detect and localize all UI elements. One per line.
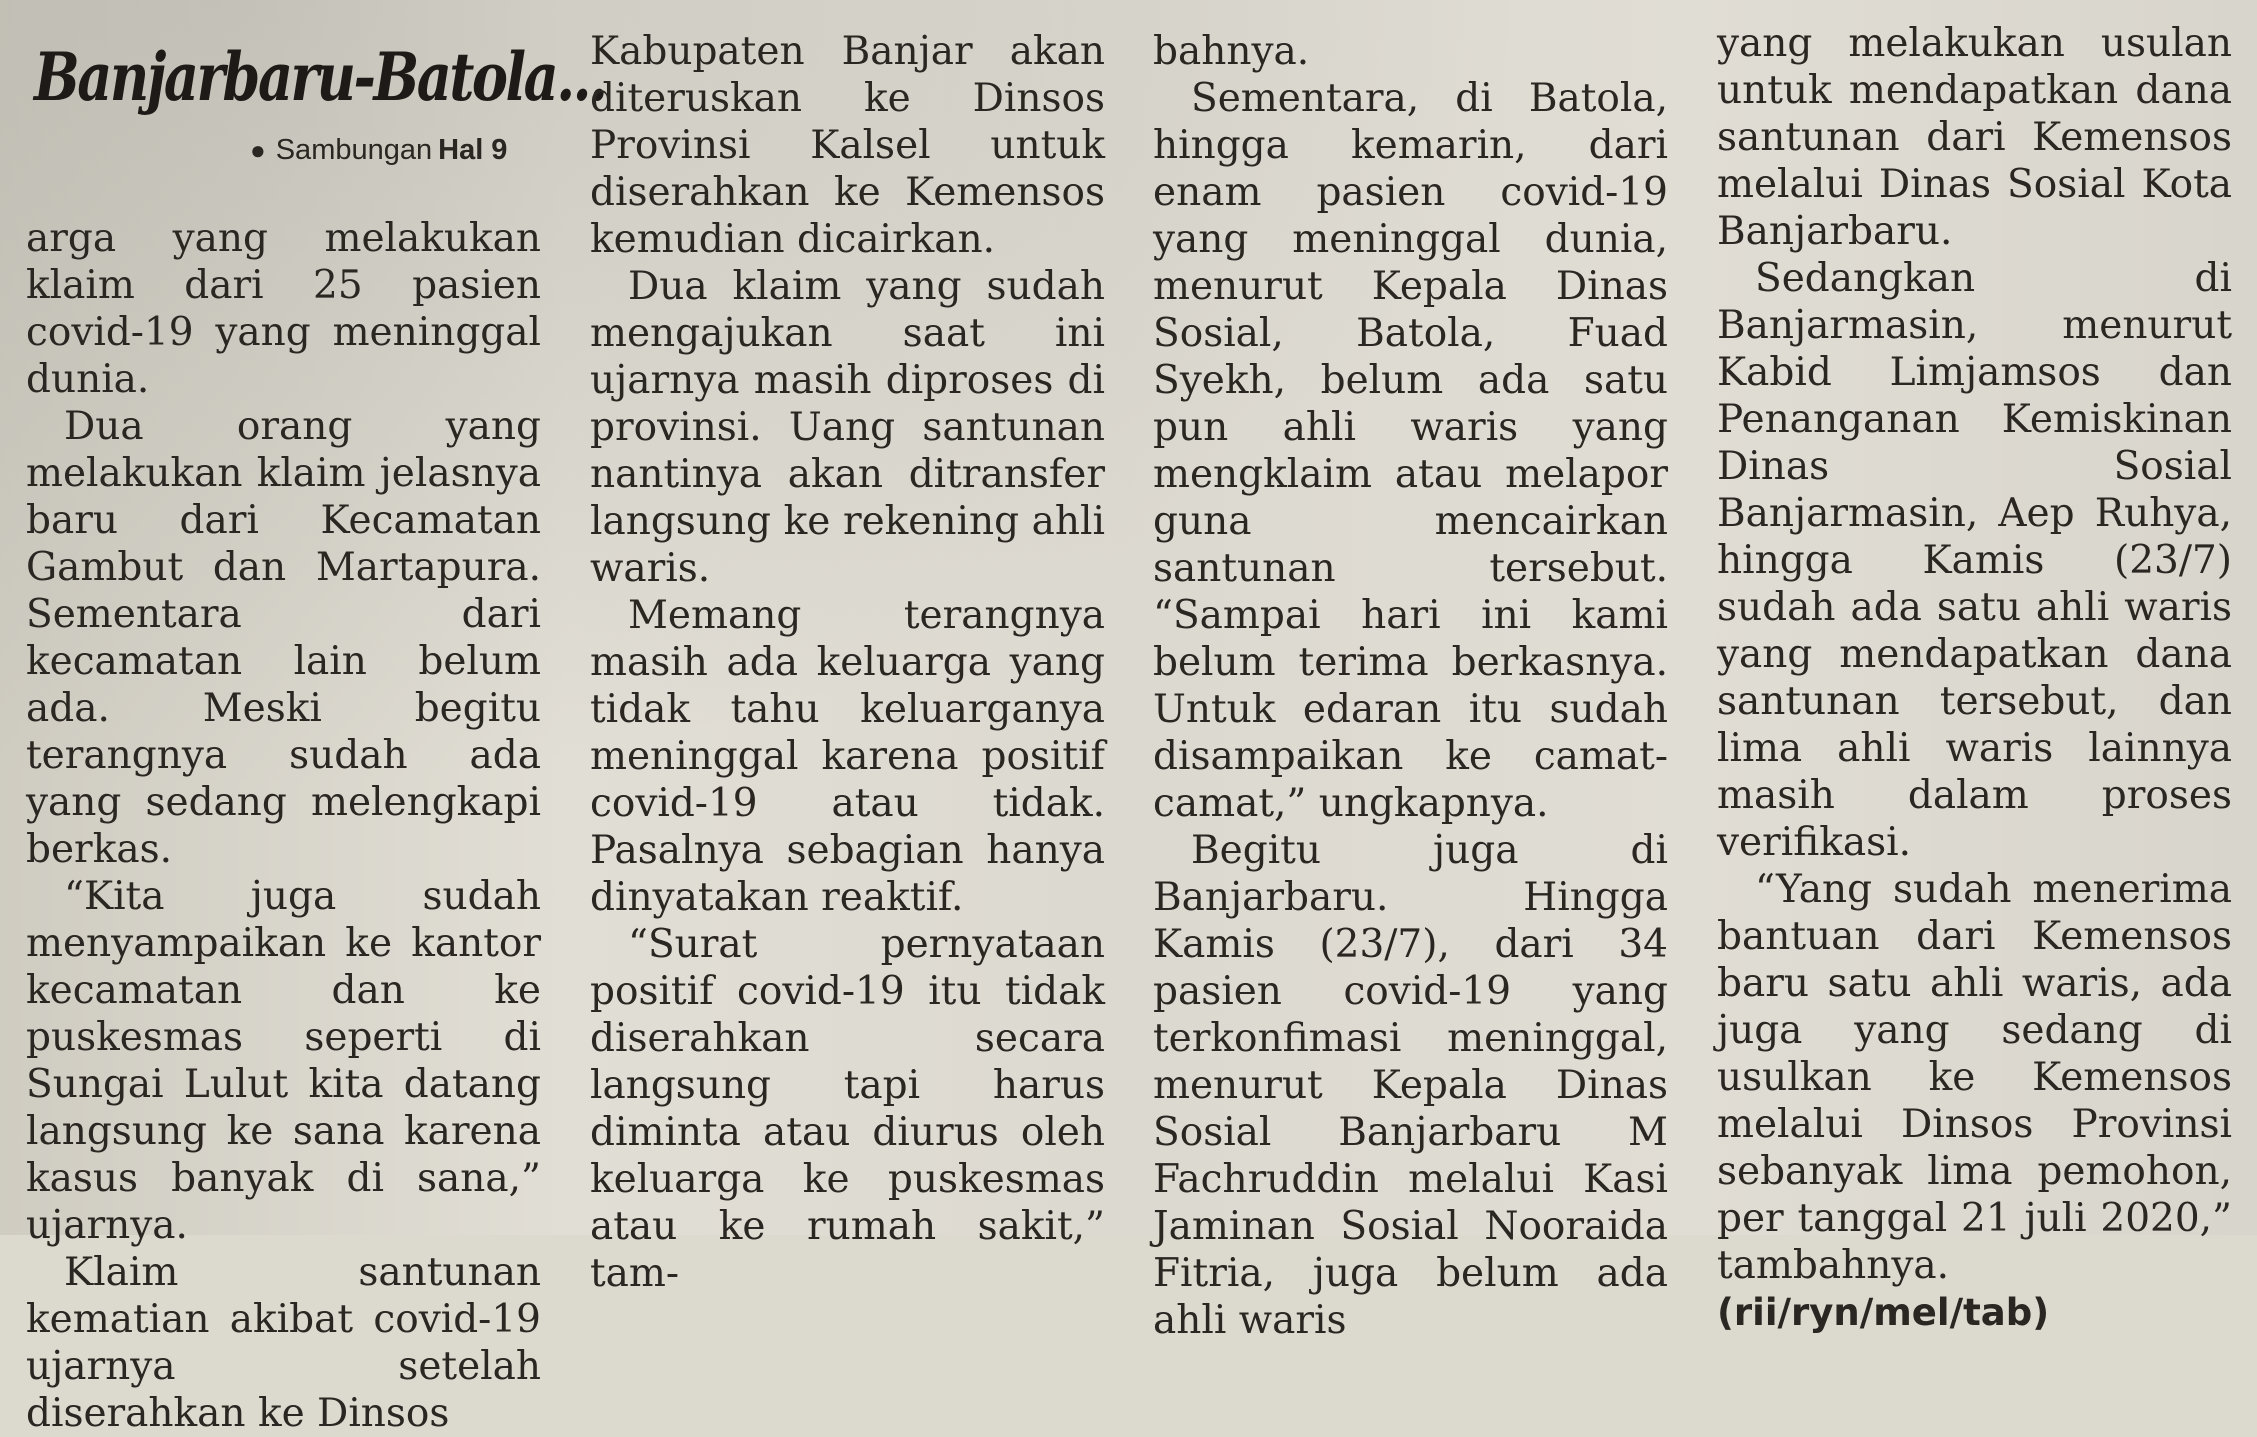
author-signature: (rii/ryn/mel/tab)	[1717, 1291, 2050, 1334]
paragraph: Memang terangnya masih ada keluarga yang tidak tahu keluarganya meninggal karena positif covid-19 atau tidak. Pasalnya sebagian hanya dinyatakan reaktif.	[590, 593, 1105, 920]
paragraph: Sedangkan di Banjarmasin, menurut Kabid Limjamsos dan Penanganan Kemiskinan Dinas Sosial Banjarmasin, Aep Ruhya, hingga Kamis (23/7) sudah ada satu ahli waris yang mendapatkan dana santunan tersebut, dan lima ahli waris lainnya masih dalam proses verifikasi.	[1717, 256, 2232, 865]
column-2	[590, 28, 1105, 1296]
paragraph: Dua orang yang melakukan klaim jelasnya baru dari Kecamatan Gambut dan Martapura. Sementara dari kecamatan lain belum ada. Meski begitu terangnya sudah ada yang sedang melengkapi berkas.	[26, 404, 541, 872]
continuation-prefix: Sambungan	[275, 134, 433, 166]
bullet-icon: ●	[250, 135, 266, 165]
paragraph: arga yang melakukan klaim dari 25 pasien covid-19 yang meninggal dunia.	[26, 216, 541, 402]
column-1	[26, 0, 541, 1436]
paragraph: “Kita juga sudah menyampaikan ke kantor kecamatan dan ke puskesmas seperti di Sungai Lulut kita datang langsung ke sana karena kasus banyak di sana,” ujarnya.	[26, 874, 541, 1248]
paragraph: Sementara, di Batola, hingga kemarin, dari enam pasien covid-19 yang meninggal dunia, menurut Kepala Dinas Sosial, Batola, Fuad Syekh, belum ada satu pun ahli waris yang mengklaim atau melapor guna mencairkan santunan tersebut. “Sampai hari ini kami belum terima berkasnya. Untuk edaran itu sudah disampaikan ke camat-camat,” ungkapnya.	[1153, 76, 1668, 826]
paragraph: Dua klaim yang sudah mengajukan saat ini ujarnya masih diproses di provinsi. Uang santunan nantinya akan ditransfer langsung ke rekening ahli waris.	[590, 264, 1105, 591]
paragraph: “Surat pernyataan positif covid-19 itu tidak diserahkan secara langsung tapi harus diminta atau diurus oleh keluarga ke puskesmas atau ke rumah sakit,” tam-	[590, 922, 1105, 1296]
paragraph: bahnya.	[1153, 29, 1310, 74]
paragraph: Klaim santunan kematian akibat covid-19 ujarnya setelah diserahkan ke Dinsos	[26, 1250, 541, 1436]
paragraph: Begitu juga di Banjarbaru. Hingga Kamis (23/7), dari 34 pasien covid-19 yang terkonfimasi meninggal, menurut Kepala Dinas Sosial Banjarbaru M Fachruddin melalui Kasi Jaminan Sosial Nooraida Fitria, juga belum ada ahli waris	[1153, 828, 1668, 1343]
paragraph: “Yang sudah menerima bantuan dari Kemensos baru satu ahli waris, ada juga yang sedang di usulkan ke Kemensos melalui Dinsos Provinsi sebanyak lima pemohon, per tanggal 21 juli 2020,” tambahnya.	[1717, 867, 2232, 1288]
column-3	[1153, 28, 1668, 1343]
paragraph: Kabupaten Banjar akan diteruskan ke Dinsos Provinsi Kalsel untuk diserahkan ke Kemensos kemudian dicairkan.	[590, 29, 1105, 262]
column-4	[1717, 20, 2232, 1334]
paragraph: yang melakukan usulan untuk mendapatkan dana santunan dari Kemensos melalui Dinas Sosial Kota Banjarbaru.	[1717, 21, 2232, 254]
article-headline: Banjarbaru-Batola...	[34, 38, 606, 116]
continuation-page: Hal 9	[438, 134, 508, 166]
